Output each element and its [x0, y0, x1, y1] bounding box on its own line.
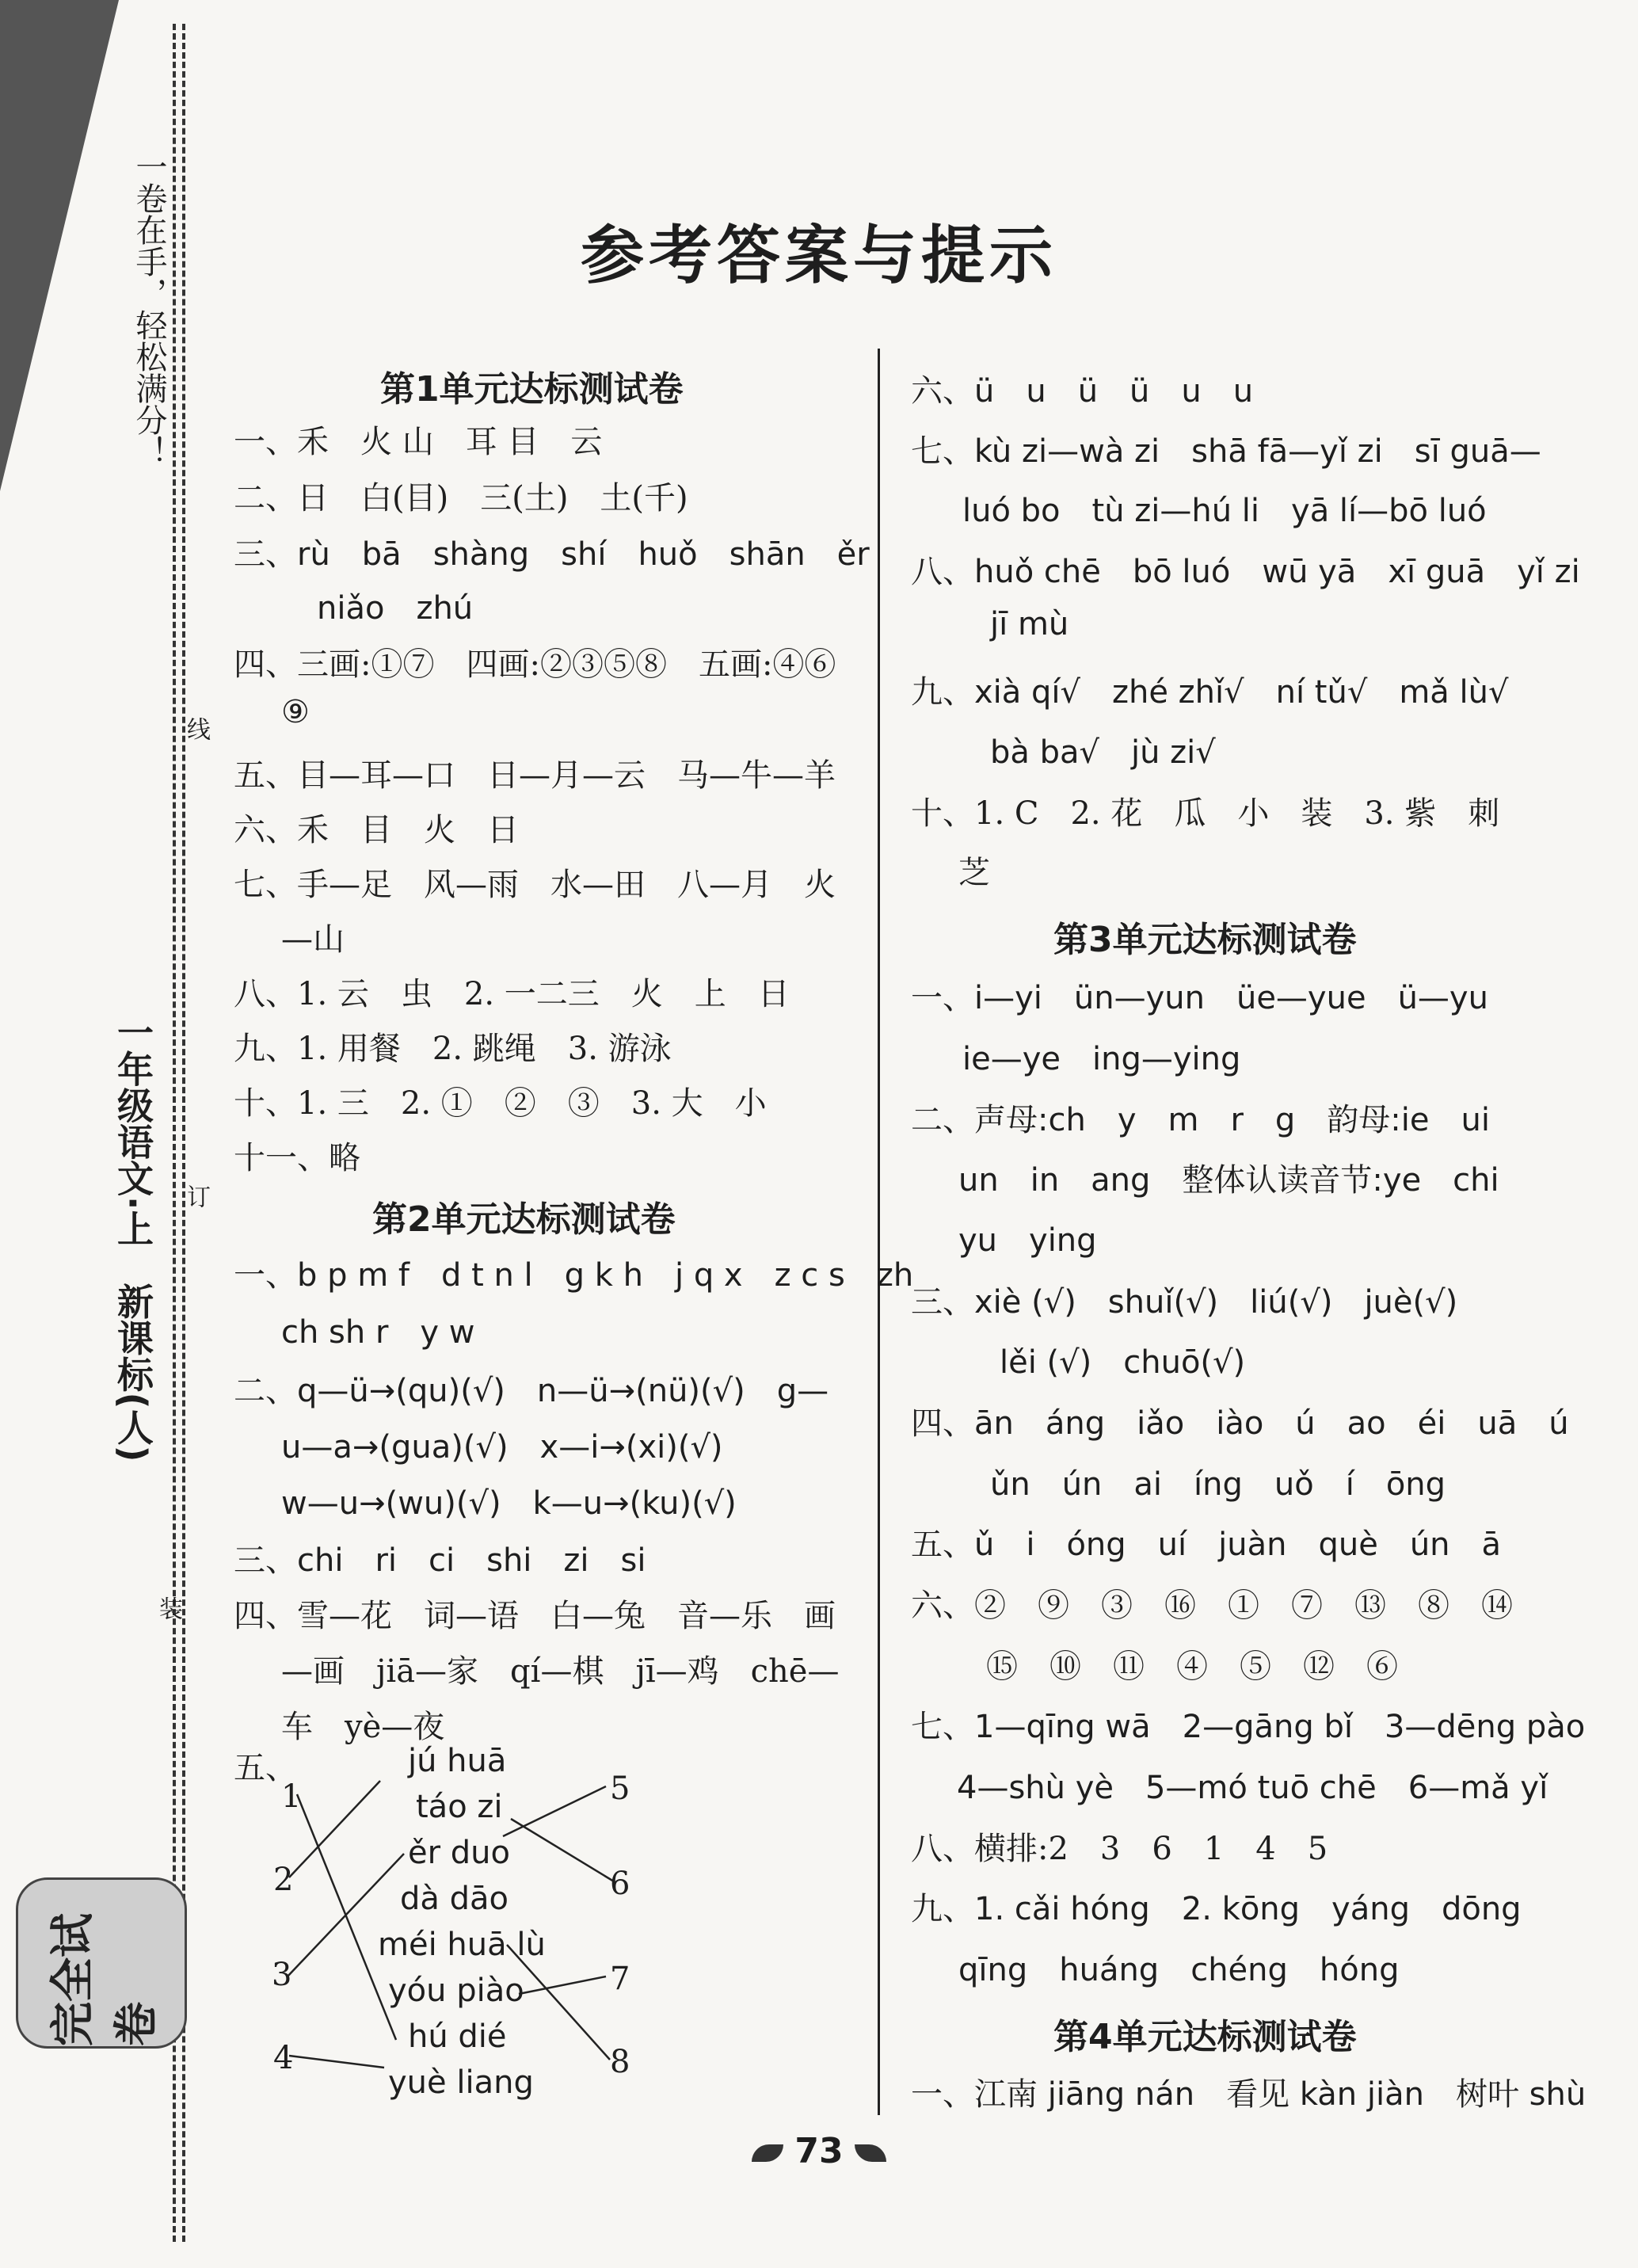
unit4-title: 第4单元达标测试卷 — [1053, 2017, 1357, 2057]
right-line: 七、kù zi—wà zi shā fā—yǐ zi sī guā— — [911, 433, 1541, 470]
unit3-line: 四、ān áng iǎo iào ú ao éi uā ú — [911, 1405, 1569, 1442]
right-line: 十、1. C 2. 花 瓜 小 装 3. 紫 刺 — [911, 795, 1500, 832]
page-title: 参考答案与提示 — [581, 219, 1057, 292]
unit1-line: —山 — [281, 921, 345, 958]
unit1-line: 二、日 白(目) 三(土) 土(千) — [234, 480, 688, 516]
match-left-item: 3 — [272, 1957, 292, 1993]
right-line: 九、xià qí√ zhé zhǐ√ ní tǔ√ mǎ lù√ — [911, 674, 1509, 711]
right-line: 六、ü u ü ü u u — [911, 373, 1254, 410]
right-line: luó bo tù zi—hú li yā lí—bō luó — [962, 493, 1487, 529]
unit4-line: 一、江南 jiāng nán 看见 kàn jiàn 树叶 shù — [911, 2076, 1587, 2113]
unit3-line: 一、i—yi ün—yun üe—yue ü—yu — [911, 980, 1488, 1016]
match-right-item: 5 — [610, 1771, 630, 1807]
unit3-line: 二、声母:ch y m r g 韵母:ie ui — [911, 1102, 1490, 1138]
match-left-item: 4 — [273, 2040, 294, 2076]
right-line: 芝 — [958, 855, 990, 891]
unit1-line: 四、三画:①⑦ 四画:②③⑤⑧ 五画:④⑥ — [234, 646, 836, 683]
unit3-line: un in ang 整体认读音节:ye chi — [958, 1162, 1499, 1199]
match-right-item: 7 — [610, 1961, 630, 1997]
unit1-line: 八、1. 云 虫 2. 一二三 火 上 日 — [234, 976, 790, 1012]
match-middle-item: méi huā lù — [378, 1927, 546, 1963]
match-left-item: 1 — [281, 1778, 302, 1815]
leaf-icon — [855, 2144, 886, 2162]
page-number-block — [0, 2131, 1638, 2171]
unit3-line: ie—ye ing—ying — [962, 1041, 1241, 1077]
cut-mark-line: 线 — [182, 717, 210, 741]
slogan: 一卷在手，轻松满分！ — [131, 151, 167, 467]
unit3-line: 三、xiè (√) shuǐ(√) liú(√) juè(√) — [911, 1284, 1458, 1321]
match-middle-item: hú dié — [408, 2018, 507, 2055]
unit1-line: 十一、略 — [234, 1140, 360, 1176]
unit1-line: 一、禾 火 山 耳 目 云 — [234, 424, 603, 460]
unit3-line: 七、1—qīng wā 2—gāng bǐ 3—dēng pào — [911, 1709, 1586, 1745]
unit2-line: u—a→(gua)(√) x—i→(xi)(√) — [281, 1429, 723, 1466]
unit3-line: 六、② ⑨ ③ ⑯ ① ⑦ ⑬ ⑧ ⑭ — [911, 1588, 1513, 1624]
unit3-title: 第3单元达标测试卷 — [1053, 920, 1357, 960]
match-middle-item: ěr duo — [408, 1835, 510, 1871]
unit1-line: 九、1. 用餐 2. 跳绳 3. 游泳 — [234, 1031, 672, 1067]
cut-mark-staple: 装 — [154, 1596, 182, 1620]
unit3-line: lěi (√) chuō(√) — [1000, 1344, 1246, 1381]
unit2-line: 二、q—ü→(qu)(√) n—ü→(nü)(√) g— — [234, 1373, 829, 1409]
match-middle-item: dà dāo — [400, 1881, 509, 1917]
logo-text: 完全试卷 — [48, 1913, 162, 2046]
matching-exercise — [234, 1743, 661, 2107]
match-middle-item: jú huā — [408, 1743, 507, 1779]
unit3-line: 五、ǔ i óng uí juàn què ún ā — [911, 1527, 1502, 1563]
unit3-line: 4—shù yè 5—mó tuō chē 6—mǎ yǐ — [957, 1770, 1548, 1806]
match-right-item: 6 — [610, 1866, 630, 1902]
match-right-item: 8 — [610, 2044, 630, 2080]
leaf-icon — [752, 2144, 783, 2162]
match-label: 五、 — [234, 1750, 297, 1786]
column-divider — [878, 349, 880, 2115]
unit1-line: 三、rù bā shàng shí huǒ shān ěr — [234, 536, 870, 573]
unit1-line: niǎo zhú — [317, 590, 474, 627]
unit2-line: 一、b p m f d t n l g k h j q x z c s zh — [234, 1257, 914, 1294]
unit1-line: 六、禾 目 火 日 — [234, 812, 519, 848]
unit2-line: ch sh r y w — [281, 1314, 475, 1351]
match-middle-item: yóu piào — [388, 1973, 524, 2009]
unit1-title: 第1单元达标测试卷 — [380, 369, 684, 410]
right-line: jī mù — [990, 606, 1069, 642]
match-left-item: 2 — [273, 1862, 294, 1898]
unit2-line: —画 jiā—家 qí—棋 jī—鸡 chē— — [281, 1653, 840, 1690]
unit3-line: 八、横排:2 3 6 1 4 5 — [911, 1831, 1328, 1867]
unit3-line: ǔn ún ai íng uǒ í ōng — [990, 1466, 1446, 1503]
unit3-line: yu ying — [958, 1222, 1097, 1259]
match-middle-item: yuè liang — [388, 2064, 534, 2101]
brand-logo — [16, 1877, 187, 2049]
unit2-line: w—u→(wu)(√) k—u→(ku)(√) — [281, 1485, 737, 1522]
unit2-line: 四、雪—花 词—语 白—兔 音—乐 画 — [234, 1598, 836, 1634]
cut-mark-bind: 订 — [182, 1184, 210, 1208]
unit2-line: 车 yè—夜 — [281, 1709, 445, 1745]
unit3-line: 九、1. cǎi hóng 2. kōng yáng dōng — [911, 1891, 1522, 1927]
unit3-line: ⑮ ⑩ ⑪ ④ ⑤ ⑫ ⑥ — [986, 1649, 1398, 1685]
page-number: 73 — [794, 2131, 844, 2171]
unit3-line: qīng huáng chéng hóng — [958, 1952, 1400, 1988]
unit1-line: 七、手—足 风—雨 水—田 八—月 火 — [234, 867, 836, 903]
unit1-line: ⑨ — [281, 694, 310, 730]
right-line: bà ba√ jù zi√ — [990, 734, 1216, 771]
unit1-line: 十、1. 三 2. ① ② ③ 3. 大 小 — [234, 1085, 767, 1122]
unit1-line: 五、目—耳—口 日—月—云 马—牛—羊 — [234, 757, 836, 794]
unit2-line: 三、chi ri ci shi zi si — [234, 1542, 646, 1579]
match-middle-item: táo zi — [416, 1789, 503, 1825]
right-line: 八、huǒ chē bō luó wū yā xī guā yǐ zi — [911, 554, 1580, 590]
book-label: 一年级语文·上 新课标(人) — [112, 1014, 154, 1462]
unit2-title: 第2单元达标测试卷 — [372, 1199, 676, 1240]
